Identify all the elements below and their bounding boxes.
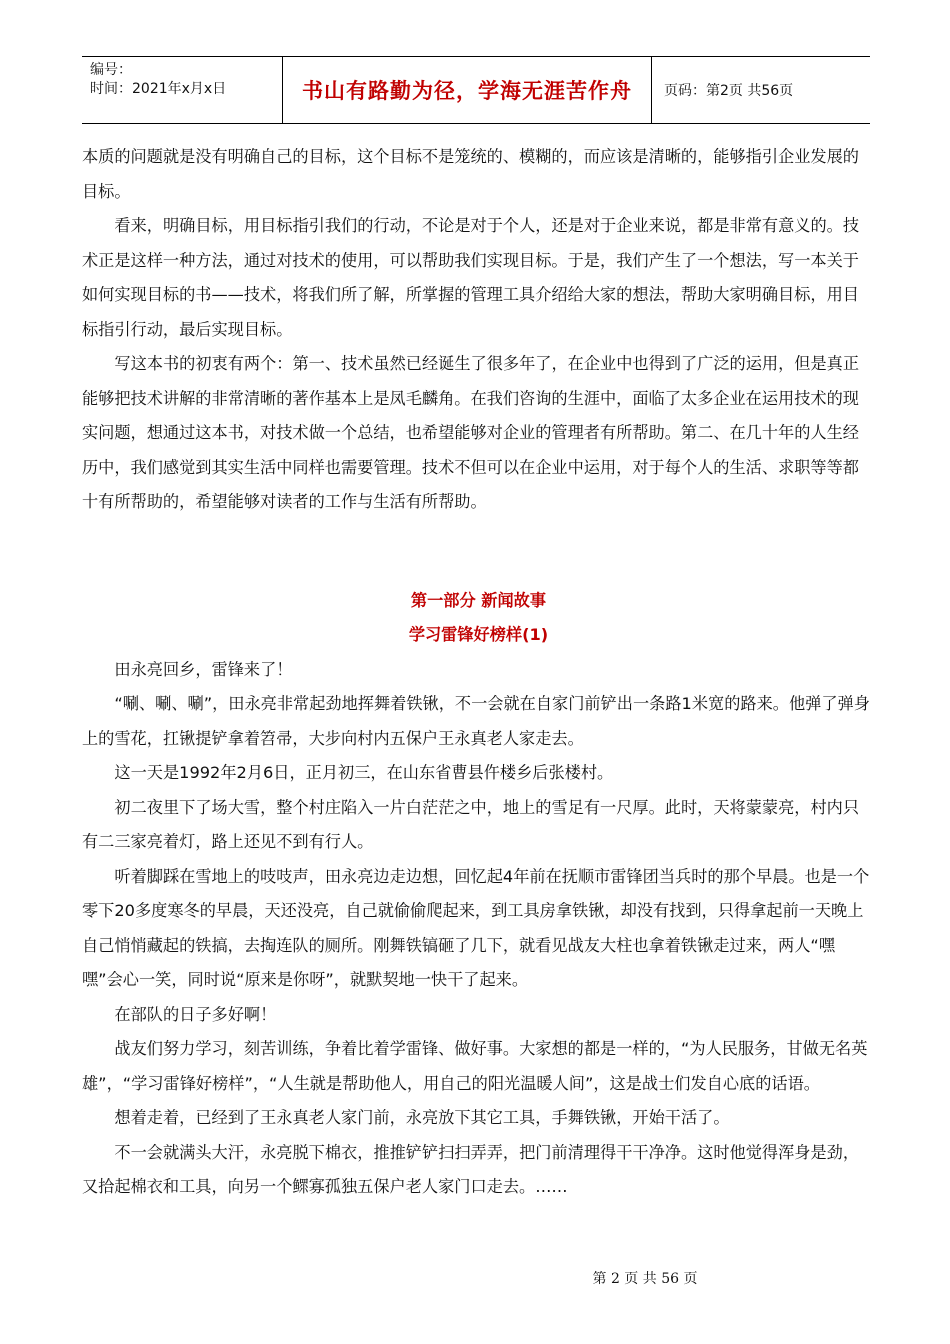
document-body — [82, 140, 875, 1205]
story-paragraph: 听着脚踩在雪地上的吱吱声，田永亮边走边想，回忆起4年前在抚顺市雷锋团当兵时的那个早晨。也是一个零下20多度寒冬的早晨，天还没亮，自己就偷偷爬起来，到工具房拿铁锹，却没有找到，只得拿起前一天晚上自己悄悄藏起的铁搞，去掏连队的厕所。刚舞铁镐砸了几下，就看见战友大柱也拿着铁锹走过来，两人“嘿嘿”会心一笑，同时说“原来是你呀”，就默契地一快干了起来。 — [82, 866, 870, 989]
story-paragraph: 田永亮回乡，雷锋来了！ — [114, 659, 293, 679]
header-page-info: 页码：第2页 共56页 — [664, 83, 794, 99]
page-header — [82, 56, 870, 124]
story-paragraph: 想着走着，已经到了王永真老人家门前，永亮放下其它工具，手舞铁锹，开始干活了。 — [114, 1108, 730, 1127]
story-paragraph: 初二夜里下了场大雪，整个村庄陷入一片白茫茫之中，地上的雪足有一尺厚。此时，天将蒙蒙亮，村内只有二三家亮着灯，路上还见不到有行人。 — [82, 797, 860, 851]
story-paragraph: 战友们努力学习，刻苦训练，争着比着学雷锋、做好事。大家想的都是一样的，“为人民服务，甘做无名英雄”，“学习雷锋好榜样”，“人生就是帮助他人，用自己的阳光温暖人间”，这是战士们发自心底的话语。 — [82, 1039, 868, 1093]
story-paragraph: 不一会就满头大汗，永亮脱下棉衣，推推铲铲扫扫弄弄，把门前清理得干干净净。这时他觉得浑身是劲，又拾起棉衣和工具，向另一个鳏寡孤独五保户老人家门口走去。…… — [82, 1142, 860, 1196]
section-spacer — [82, 520, 875, 584]
intro-paragraph-continued: 本质的问题就是没有明确自己的目标，这个目标不是笼统的、模糊的，而应该是清晰的，能够指引企业发展的目标。 — [82, 147, 859, 201]
intro-paragraph: 写这本书的初衷有两个：第一、技术虽然已经诞生了很多年了，在企业中也得到了广泛的运用，但是真正能够把技术讲解的非常清晰的著作基本上是凤毛麟角。在我们咨询的生涯中，面临了太多企业在运用技术的现实问题，想通过这本书，对技术做一个总结，也希望能够对企业的管理者有所帮助。第二、在几十年的人生经历中，我们感觉到其实生活中同样也需要管理。技术不但可以在企业中运用，对于每个人的生活、求职等等都十有所帮助的，希望能够对读者的工作与生活有所帮助。 — [82, 354, 860, 511]
header-meta — [90, 61, 226, 99]
part-title: 第一部分 新闻故事 — [410, 590, 547, 610]
page-footer: 第 2 页 共 56 页 — [592, 1271, 698, 1287]
header-motto: 书山有路勤为径，学海无涯苦作舟 — [282, 57, 652, 123]
document-date-label: 时间：2021年x月x日 — [90, 81, 227, 97]
document-number-label: 编号： — [90, 62, 132, 78]
chapter-title: 学习雷锋好榜样(1) — [408, 625, 549, 644]
story-paragraph: 这一天是1992年2月6日，正月初三，在山东省曹县仵楼乡后张楼村。 — [114, 763, 614, 782]
story-paragraph: “唰、唰、唰”，田永亮非常起劲地挥舞着铁锹，不一会就在自家门前铲出一条路1米宽的路来。他弹了弹身上的雪花，扛锹提铲拿着笤帚，大步向村内五保户王永真老人家走去。 — [82, 694, 870, 748]
intro-paragraph: 看来，明确目标，用目标指引我们的行动，不论是对于个人，还是对于企业来说，都是非常有意义的。技术正是这样一种方法，通过对技术的使用，可以帮助我们实现目标。于是，我们产生了一个想法，写一本关于如何实现目标的书——技术，将我们所了解，所掌握的管理工具介绍给大家的想法，帮助大家明确目标，用目标指引行动，最后实现目标。 — [82, 216, 860, 339]
story-paragraph: 在部队的日子多好啊！ — [114, 1004, 277, 1024]
